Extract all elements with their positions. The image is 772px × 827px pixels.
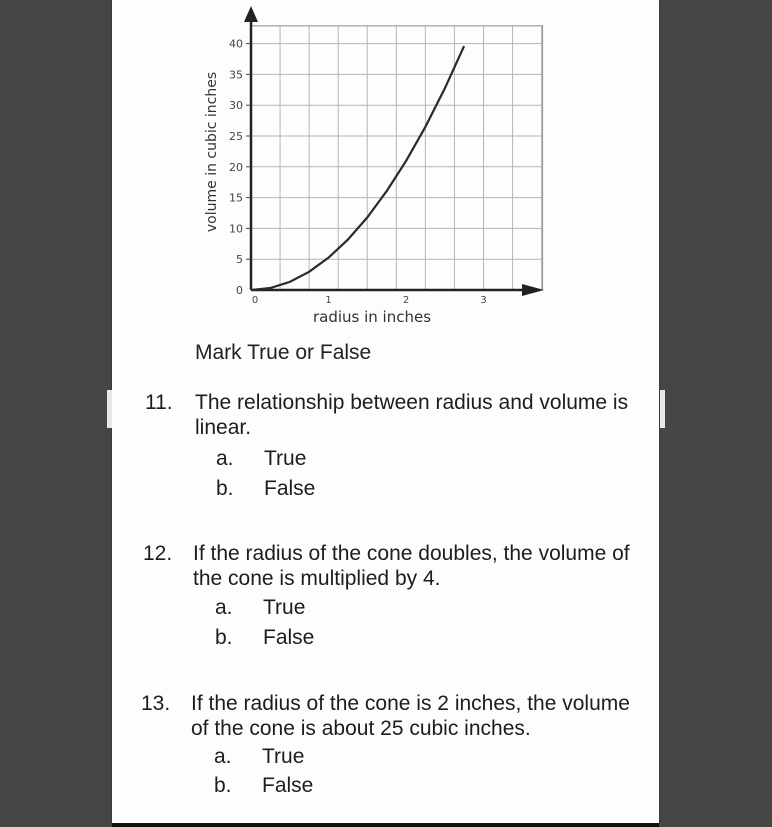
option-letter: b.: [216, 477, 234, 500]
page-bottom-edge: [112, 823, 659, 827]
option-text: False: [262, 774, 314, 797]
y-tick-label: 15: [229, 191, 243, 205]
option-letter: a.: [216, 447, 234, 470]
question-number: 13.: [141, 692, 171, 715]
y-tick-label: 5: [236, 253, 243, 267]
y-tick-label: 10: [229, 222, 243, 236]
chart-axes: [244, 6, 544, 296]
y-tick-label: 25: [229, 130, 243, 143]
x-tick-label: 3: [480, 295, 487, 306]
x-tick-label: 2: [402, 295, 410, 306]
y-axis-arrow-icon: [244, 6, 258, 22]
y-tick-label: 20: [229, 160, 243, 174]
question-text-line2: the cone is multiplied by 4.: [193, 567, 441, 590]
x-tick-label: 0: [251, 295, 259, 306]
question-12: [143, 541, 653, 591]
y-tick-label: 30: [229, 99, 243, 113]
chart-grid: [251, 26, 543, 290]
option-text: False: [263, 626, 315, 649]
y-axis-label: volume in cubic inches: [204, 71, 220, 233]
question-11: [145, 390, 655, 440]
option-text: True: [264, 447, 307, 470]
question-text-line1: If the radius of the cone doubles, the volume of: [193, 542, 630, 565]
option-text: True: [262, 745, 305, 768]
question-number: 12.: [143, 542, 173, 565]
y-tick-label: 0: [236, 284, 243, 297]
volume-radius-chart: [0, 0, 772, 340]
option-letter: b.: [214, 774, 232, 797]
question-text-line2: linear.: [195, 416, 252, 439]
question-text-line1: The relationship between radius and volume is: [195, 391, 629, 414]
option-text: True: [263, 596, 306, 619]
question-number: 11.: [145, 391, 173, 414]
question-text-line1: If the radius of the cone is 2 inches, the volume: [191, 692, 630, 715]
y-tick-label: 35: [229, 68, 243, 82]
x-axis-label: radius in inches: [312, 308, 432, 326]
left-edge-tab: [107, 390, 112, 428]
question-13: [141, 691, 651, 741]
option-letter: b.: [215, 626, 233, 649]
y-tick-label: 40: [229, 37, 243, 51]
x-tick-label: 1: [325, 295, 332, 306]
option-letter: a.: [214, 745, 232, 768]
chart-tick-labels: [229, 38, 487, 306]
x-axis-arrow-icon: [522, 284, 544, 296]
instructions-text: Mark True or False: [195, 341, 372, 364]
option-text: False: [264, 477, 316, 500]
question-text-line2: of the cone is about 25 cubic inches.: [191, 717, 531, 740]
series-curve: [251, 46, 464, 290]
right-edge-tab: [660, 390, 665, 428]
option-letter: a.: [215, 596, 233, 619]
